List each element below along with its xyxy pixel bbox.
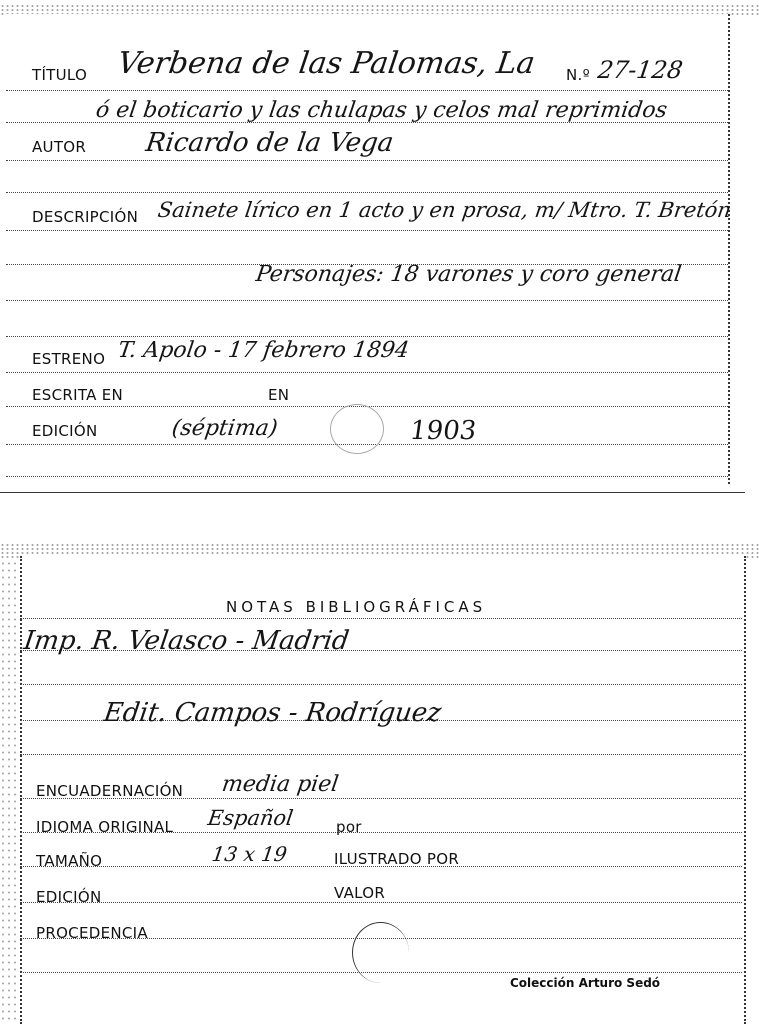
rule bbox=[20, 754, 742, 755]
personajes-value: Personajes: 18 varones y coro general bbox=[254, 262, 683, 287]
en-label: EN bbox=[268, 386, 290, 404]
ilustrado-label: ILUSTRADO POR bbox=[334, 850, 460, 868]
escrita-label: ESCRITA EN bbox=[32, 386, 124, 404]
rule bbox=[20, 684, 742, 685]
titulo-value: Verbena de las Palomas, La bbox=[115, 46, 538, 81]
edicion-value: (séptima) bbox=[170, 416, 280, 441]
rule bbox=[6, 192, 728, 193]
ink-stroke bbox=[352, 922, 409, 983]
descripcion-value: Sainete lírico en 1 acto y en prosa, m/ Mtro. T. Bretón bbox=[156, 198, 733, 222]
encuadernacion-value: media piel bbox=[220, 772, 341, 797]
nota-editorial: Edit. Campos - Rodríguez bbox=[101, 698, 444, 728]
rule bbox=[6, 476, 728, 477]
rule bbox=[6, 372, 728, 373]
idioma-value: Español bbox=[206, 806, 295, 830]
tamano-label: TAMAÑO bbox=[36, 852, 103, 870]
rule bbox=[6, 230, 728, 231]
edicion-label: EDICIÓN bbox=[32, 422, 98, 440]
edicion-year: 1903 bbox=[407, 416, 479, 446]
card-divider bbox=[0, 492, 745, 493]
titulo-label: TÍTULO bbox=[32, 66, 88, 84]
numero-value: 27-128 bbox=[596, 56, 685, 84]
encuadernacion-label: ENCUADERNACIÓN bbox=[36, 782, 184, 800]
titulo-subtitle: ó el boticario y las chulapas y celos mal reprimidos bbox=[94, 98, 669, 123]
rule bbox=[6, 160, 728, 161]
por-label: por bbox=[336, 818, 362, 836]
descripcion-label: DESCRIPCIÓN bbox=[32, 208, 139, 226]
procedencia-label: PROCEDENCIA bbox=[36, 924, 148, 942]
idioma-label: IDIOMA ORIGINAL bbox=[36, 818, 174, 836]
notas-heading: NOTAS BIBLIOGRÁFICAS bbox=[226, 598, 487, 616]
autor-label: AUTOR bbox=[32, 138, 87, 156]
edicion-label-bottom: EDICIÓN bbox=[36, 888, 102, 906]
rule bbox=[6, 90, 728, 91]
numero-label: N.º bbox=[566, 66, 590, 84]
autor-value: Ricardo de la Vega bbox=[143, 128, 396, 158]
scan-noise-side bbox=[0, 560, 16, 1020]
rule bbox=[6, 336, 728, 337]
estreno-value: T. Apolo - 17 febrero 1894 bbox=[116, 338, 411, 363]
rule bbox=[20, 902, 742, 903]
nota-imprenta: Imp. R. Velasco - Madrid bbox=[21, 626, 351, 656]
valor-label: VALOR bbox=[334, 884, 386, 902]
rule bbox=[20, 618, 742, 619]
estreno-label: ESTRENO bbox=[32, 350, 106, 368]
coleccion-stamp: Colección Arturo Sedó bbox=[510, 976, 661, 990]
ink-blot bbox=[330, 404, 384, 454]
rule bbox=[6, 300, 728, 301]
tamano-value: 13 x 19 bbox=[210, 842, 289, 866]
